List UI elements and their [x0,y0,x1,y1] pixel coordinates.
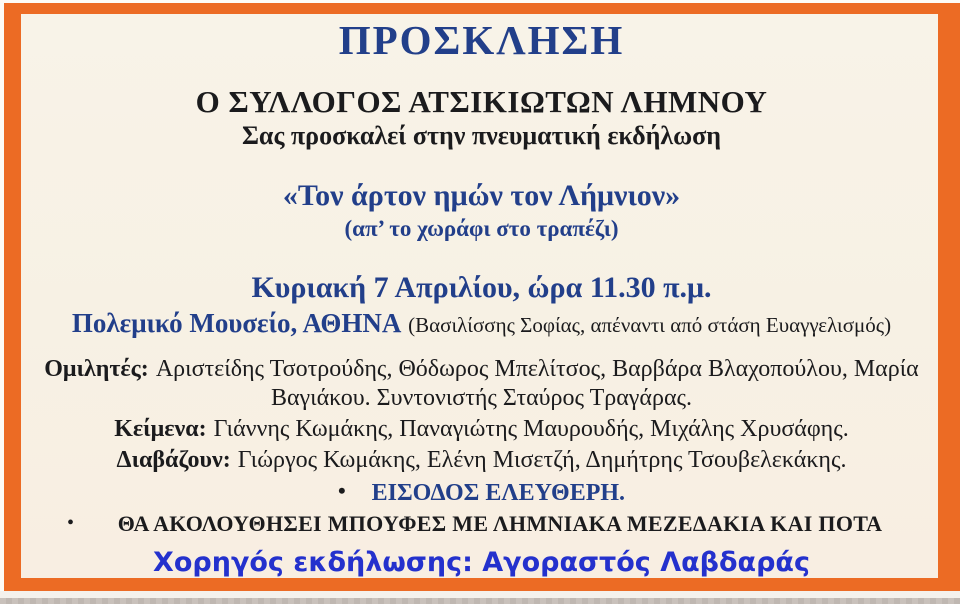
bullet-icon: • [337,477,346,503]
speakers-line [37,355,926,412]
invite-line: Σας προσκαλεί στην πνευματική εκδήλωση [241,120,722,150]
event-datetime: Κυριακή 7 Απριλίου, ώρα 11.30 π.μ. [251,270,712,304]
speakers-names: Αριστείδης Τσοτρούδης, Θόδωρος Μπελίτσος, Βαρβάρα Βλαχοπούλου, Μαρία Βαγιάκου. Συντονιστής Σταύρος Τραγάρας. [155,356,919,411]
readers-names: Γιώργος Κωμάκης, Ελένη Μισετζή, Δημήτρης Τσουβελεκάκης. [237,447,847,474]
event-title: «Τον άρτον ημών τον Λήμνιον» [282,178,681,212]
entrance-free-text: ΕΙΣΟΔΟΣ ΕΛΕΥΘΕΡΗ. [371,479,626,506]
event-subtitle: (απ’ το χωράφι στο τραπέζι) [344,216,619,242]
buffet-text: ΘΑ ΑΚΟΛΟΥΘΗΣΕΙ ΜΠΟΥΦΕΣ ΜΕ ΛΗΜΝΙΑΚΑ ΜΕΖΕΔΑΚΙΑ ΚΑΙ ΠΟΤΑ [117,511,883,537]
speakers-label: Ομιλητές: [44,356,149,383]
texts-line [37,415,926,443]
page-title: ΠΡΟΣΚΛΗΣΗ [338,17,625,63]
organization-name: Ο ΣΥΛΛΟΓΟΣ ΑΤΣΙΚΙΩΤΩΝ ΛΗΜΝΟΥ [195,84,768,120]
entrance-bullet-line [37,478,926,508]
readers-label: Διαβάζουν: [116,447,231,474]
texts-names: Γιάννης Κωμάκης, Παναγιώτης Μαυρουδής, Μιχάλης Χρυσάφης. [213,416,849,443]
sponsor-line: Χορηγός εκδήλωσης: Αγοραστός Λαβδαράς [153,546,810,578]
venue-line [37,307,926,339]
buffet-bullet-line [37,511,926,536]
invitation-paper [21,14,938,578]
venue-note: (Βασιλίσσης Σοφίας, απέναντι από στάση Ευαγγελισμός) [408,313,892,338]
invitation-frame [4,3,960,591]
venue-name: Πολεμικό Μουσείο, ΑΘΗΝΑ [71,308,402,339]
readers-line [37,446,926,474]
texts-label: Κείμενα: [114,416,207,443]
bullet-icon: • [67,512,75,535]
scan-edge-gray [0,598,960,604]
